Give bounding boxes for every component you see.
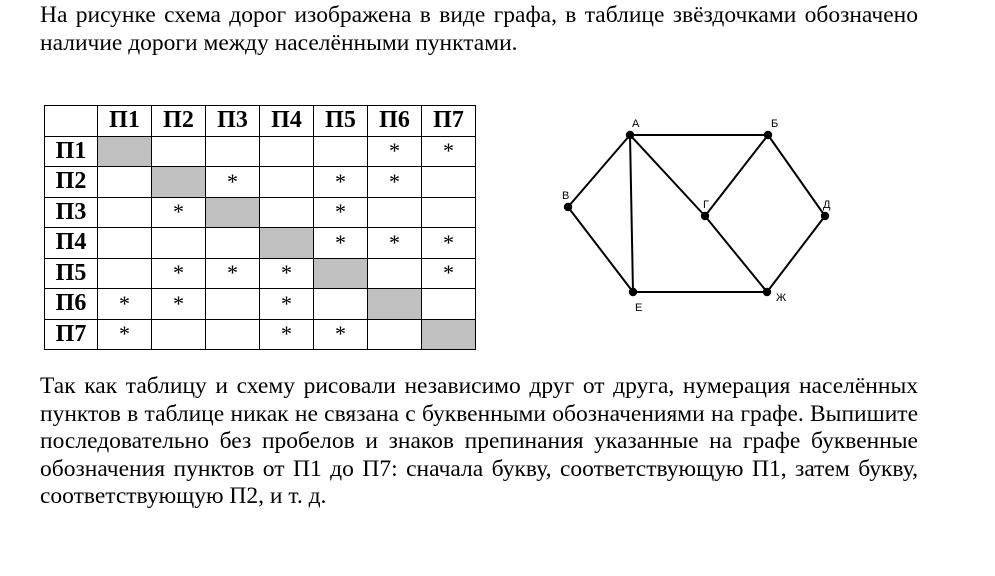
column-header: П3 <box>206 106 260 137</box>
table-cell <box>368 258 422 289</box>
table-cell <box>98 258 152 289</box>
table-row <box>45 289 476 320</box>
graph-edge <box>630 135 633 292</box>
graph-vertex <box>764 131 772 139</box>
table-row <box>45 319 476 350</box>
table-cell <box>152 228 206 259</box>
table-row <box>45 197 476 228</box>
table-row <box>45 228 476 259</box>
roads-table <box>44 105 476 350</box>
table-cell: * <box>260 258 314 289</box>
graph-edge <box>767 216 825 292</box>
table-cell: * <box>152 197 206 228</box>
table-cell: * <box>314 167 368 198</box>
graph-vertex <box>821 212 829 220</box>
table-cell: * <box>422 228 476 259</box>
table-cell <box>98 228 152 259</box>
road-graph <box>540 105 860 315</box>
intro-paragraph: На рисунке схема дорог изображена в виде графа, в таблице звёздочками обозначено наличие дороги между населёнными пунктами. <box>40 2 918 56</box>
table-cell <box>260 167 314 198</box>
graph-vertex <box>701 212 709 220</box>
table-cell <box>260 136 314 167</box>
table-cell <box>206 319 260 350</box>
vertex-label: А <box>632 118 640 130</box>
column-header: П7 <box>422 106 476 137</box>
table-cell <box>368 197 422 228</box>
table-cell <box>206 289 260 320</box>
row-header: П6 <box>45 289 98 320</box>
row-header: П2 <box>45 167 98 198</box>
diagonal-cell <box>422 319 476 350</box>
diagonal-cell <box>98 136 152 167</box>
table-cell: * <box>368 167 422 198</box>
row-header: П4 <box>45 228 98 259</box>
table-cell: * <box>368 228 422 259</box>
graph-edge <box>705 135 768 216</box>
table-cell: * <box>314 228 368 259</box>
table-cell <box>422 289 476 320</box>
row-header: П7 <box>45 319 98 350</box>
column-header: П2 <box>152 106 206 137</box>
table-corner-cell <box>45 106 98 137</box>
table-cell <box>314 136 368 167</box>
table-cell <box>206 136 260 167</box>
table-cell: * <box>98 289 152 320</box>
row-header: П3 <box>45 197 98 228</box>
table-cell <box>422 197 476 228</box>
table-cell <box>368 319 422 350</box>
vertex-label: Д <box>823 199 831 211</box>
table-body <box>45 136 476 350</box>
table-cell: * <box>368 136 422 167</box>
row-header: П5 <box>45 258 98 289</box>
diagonal-cell <box>260 228 314 259</box>
diagonal-cell <box>152 167 206 198</box>
table-cell <box>206 228 260 259</box>
row-header: П1 <box>45 136 98 167</box>
vertex-label: Ж <box>776 292 787 304</box>
table-row <box>45 258 476 289</box>
table-cell <box>260 197 314 228</box>
graph-vertex <box>763 288 771 296</box>
column-header: П4 <box>260 106 314 137</box>
table-cell: * <box>152 258 206 289</box>
graph-edges <box>568 135 825 292</box>
table-cell: * <box>260 319 314 350</box>
table-cell <box>152 136 206 167</box>
table-row <box>45 136 476 167</box>
table-row <box>45 167 476 198</box>
column-header: П1 <box>98 106 152 137</box>
vertex-label: Б <box>771 118 779 130</box>
table-cell <box>314 289 368 320</box>
table-cell: * <box>98 319 152 350</box>
table-header-row <box>45 106 476 137</box>
graph-edge <box>568 207 633 292</box>
question-paragraph: Так как таблицу и схему рисовали независимо друг от друга, нумерация населённых пунктов в таблице никак не связана с буквенными обозначениями на графе. Выпишите последовательно без пробелов и знаков препинания указанные на графе буквенные обозначения пунктов от П1 до П7: сначала букву, соответствующую П1, затем букву, соответствующую П2, и т. д. <box>40 373 918 509</box>
table-cell <box>422 167 476 198</box>
vertex-label: Е <box>635 302 643 314</box>
table-cell: * <box>152 289 206 320</box>
vertex-label: В <box>562 190 570 202</box>
table-cell: * <box>206 258 260 289</box>
graph-vertex <box>626 131 634 139</box>
graph-edge <box>568 135 630 207</box>
table-cell: * <box>422 258 476 289</box>
diagonal-cell <box>314 258 368 289</box>
table-cell: * <box>206 167 260 198</box>
column-header: П6 <box>368 106 422 137</box>
graph-edge <box>705 216 767 292</box>
table-cell <box>98 167 152 198</box>
table-cell <box>98 197 152 228</box>
vertex-label: Г <box>703 199 709 211</box>
graph-edge <box>630 135 705 216</box>
column-header: П5 <box>314 106 368 137</box>
table-cell: * <box>422 136 476 167</box>
graph-vertex <box>629 288 637 296</box>
graph-edge <box>768 135 825 216</box>
table-cell: * <box>314 319 368 350</box>
graph-vertices <box>562 118 831 314</box>
table-cell: * <box>260 289 314 320</box>
graph-vertex <box>564 203 572 211</box>
diagonal-cell <box>368 289 422 320</box>
table-cell: * <box>314 197 368 228</box>
table-cell <box>152 319 206 350</box>
diagonal-cell <box>206 197 260 228</box>
